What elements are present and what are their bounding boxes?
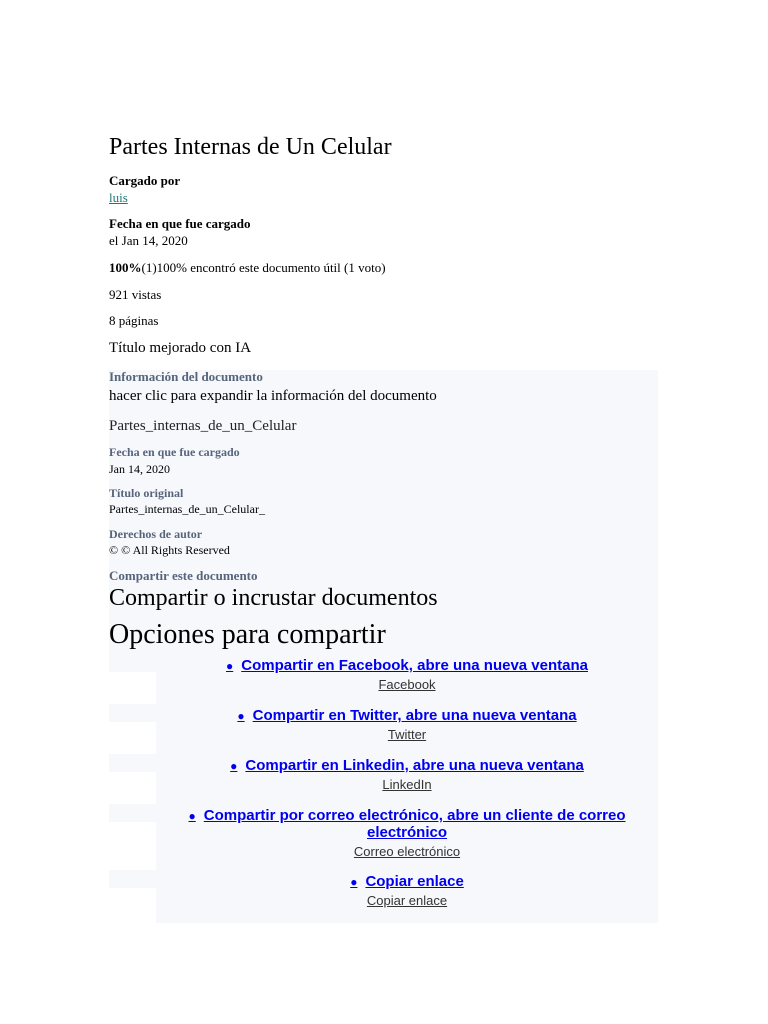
share-email-link[interactable]: ● Compartir por correo electrónico, abre un cliente de correo electrónico <box>188 807 626 841</box>
share-heading: Compartir este documento <box>109 568 258 583</box>
rating <box>109 260 386 276</box>
bullet-icon: ● <box>350 875 358 889</box>
original-title: Partes_internas_de_un_Celular_ <box>109 502 265 516</box>
ai-improved-title: Título mejorado con IA <box>109 340 252 356</box>
document-filename: Partes_internas_de_un_Celular <box>109 418 297 434</box>
info-date: Jan 14, 2020 <box>109 462 170 476</box>
bullet-icon: ● <box>237 709 245 723</box>
facebook-link[interactable]: Facebook <box>378 677 436 692</box>
panel-notch <box>109 888 156 923</box>
twitter-link[interactable]: Twitter <box>387 727 427 742</box>
copy-link-item <box>156 873 658 908</box>
share-email-item <box>156 807 658 859</box>
panel-notch <box>109 672 156 704</box>
uploaded-by-label: Cargado por <box>109 173 181 188</box>
copyright-label: Derechos de autor <box>109 527 203 541</box>
copy-link-sub[interactable]: Copiar enlace <box>366 893 448 908</box>
pages-count: 8 páginas <box>109 313 159 328</box>
panel-notch <box>109 772 156 804</box>
expand-info-toggle[interactable]: hacer clic para expandir la información del documento <box>109 388 437 404</box>
share-linkedin-item <box>156 757 658 792</box>
info-date-label: Fecha en que fue cargado <box>109 445 240 459</box>
document-title: Partes Internas de Un Celular <box>109 134 392 160</box>
email-link[interactable]: Correo electrónico <box>353 844 461 859</box>
copy-link-button[interactable]: ● Copiar enlace <box>350 873 464 890</box>
linkedin-link[interactable]: LinkedIn <box>382 777 432 792</box>
copyright: © © All Rights Reserved <box>109 543 230 557</box>
share-facebook-item <box>156 657 658 692</box>
rating-text: (1)100% encontró este documento útil (1 voto) <box>141 260 386 275</box>
share-options-title: Opciones para compartir <box>109 619 386 650</box>
share-twitter-link[interactable]: ● Compartir en Twitter, abre una nueva ventana <box>237 707 577 724</box>
bullet-icon: ● <box>230 759 238 773</box>
views-count: 921 vistas <box>109 287 162 302</box>
upload-date-label: Fecha en que fue cargado <box>109 216 251 231</box>
bullet-icon: ● <box>225 659 234 673</box>
upload-date: el Jan 14, 2020 <box>109 233 188 248</box>
panel-notch <box>109 722 156 754</box>
share-facebook-link[interactable]: ● Compartir en Facebook, abre una nueva ventana <box>225 657 588 674</box>
share-twitter-item <box>156 707 658 742</box>
uploader-link[interactable]: luis <box>109 190 128 205</box>
share-embed-title: Compartir o incrustar documentos <box>109 585 438 611</box>
rating-percent: 100% <box>109 260 142 275</box>
bullet-icon: ● <box>188 809 196 823</box>
panel-notch <box>109 822 156 870</box>
share-linkedin-link[interactable]: ● Compartir en Linkedin, abre una nueva ventana <box>230 757 584 774</box>
info-heading: Información del documento <box>109 369 263 384</box>
original-title-label: Título original <box>109 486 184 500</box>
